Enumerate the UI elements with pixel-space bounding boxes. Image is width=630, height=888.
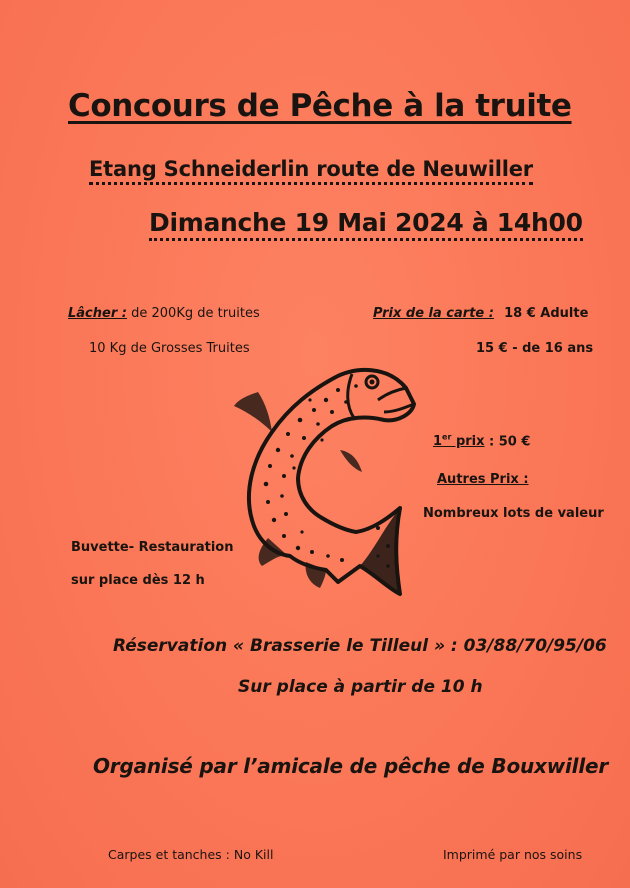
footer-left: Carpes et tanches : No Kill bbox=[108, 847, 274, 862]
poster-title: Concours de Pêche à la truite bbox=[68, 88, 572, 124]
first-prize bbox=[433, 433, 530, 449]
other-prizes-value: Nombreux lots de valeur bbox=[423, 506, 604, 521]
release-line2: 10 Kg de Grosses Truites bbox=[89, 341, 250, 356]
footer-right: Imprimé par nos soins bbox=[443, 847, 583, 862]
first-prize-number: 1 bbox=[433, 434, 443, 450]
fish-pectoral-fin bbox=[340, 450, 362, 472]
card-price bbox=[373, 306, 588, 321]
organizer: Organisé par l’amicale de pêche de Bouxwiller bbox=[93, 754, 609, 778]
first-prize-sup: er bbox=[442, 433, 452, 442]
fish-dorsal-fin bbox=[234, 392, 272, 432]
trout-illustration bbox=[228, 360, 420, 600]
first-prize-word: prix bbox=[451, 434, 485, 450]
card-price-label: Prix de la carte : bbox=[373, 306, 494, 321]
on-site-time: Sur place à partir de 10 h bbox=[238, 677, 483, 697]
reservation: Réservation « Brasserie le Tilleul » : 03/88/70/95/06 bbox=[113, 636, 607, 656]
fish-spots bbox=[264, 384, 390, 568]
release-line1: de 200Kg de truites bbox=[131, 306, 260, 321]
card-price-youth: 15 € - de 16 ans bbox=[476, 341, 594, 356]
first-prize-label-wrap bbox=[433, 434, 485, 449]
first-prize-value: : 50 € bbox=[484, 434, 531, 450]
refreshments-line2: sur place dès 12 h bbox=[71, 573, 205, 588]
other-prizes-label: Autres Prix : bbox=[437, 472, 529, 487]
refreshments-line1: Buvette- Restauration bbox=[71, 540, 234, 555]
card-price-adult: 18 € Adulte bbox=[504, 306, 589, 321]
event-date: Dimanche 19 Mai 2024 à 14h00 bbox=[149, 208, 583, 241]
event-location: Etang Schneiderlin route de Neuwiller bbox=[89, 157, 533, 185]
release-info bbox=[68, 306, 260, 321]
release-label: Lâcher : bbox=[68, 306, 127, 321]
fish-pupil bbox=[370, 380, 375, 385]
fish-gill bbox=[348, 374, 354, 418]
